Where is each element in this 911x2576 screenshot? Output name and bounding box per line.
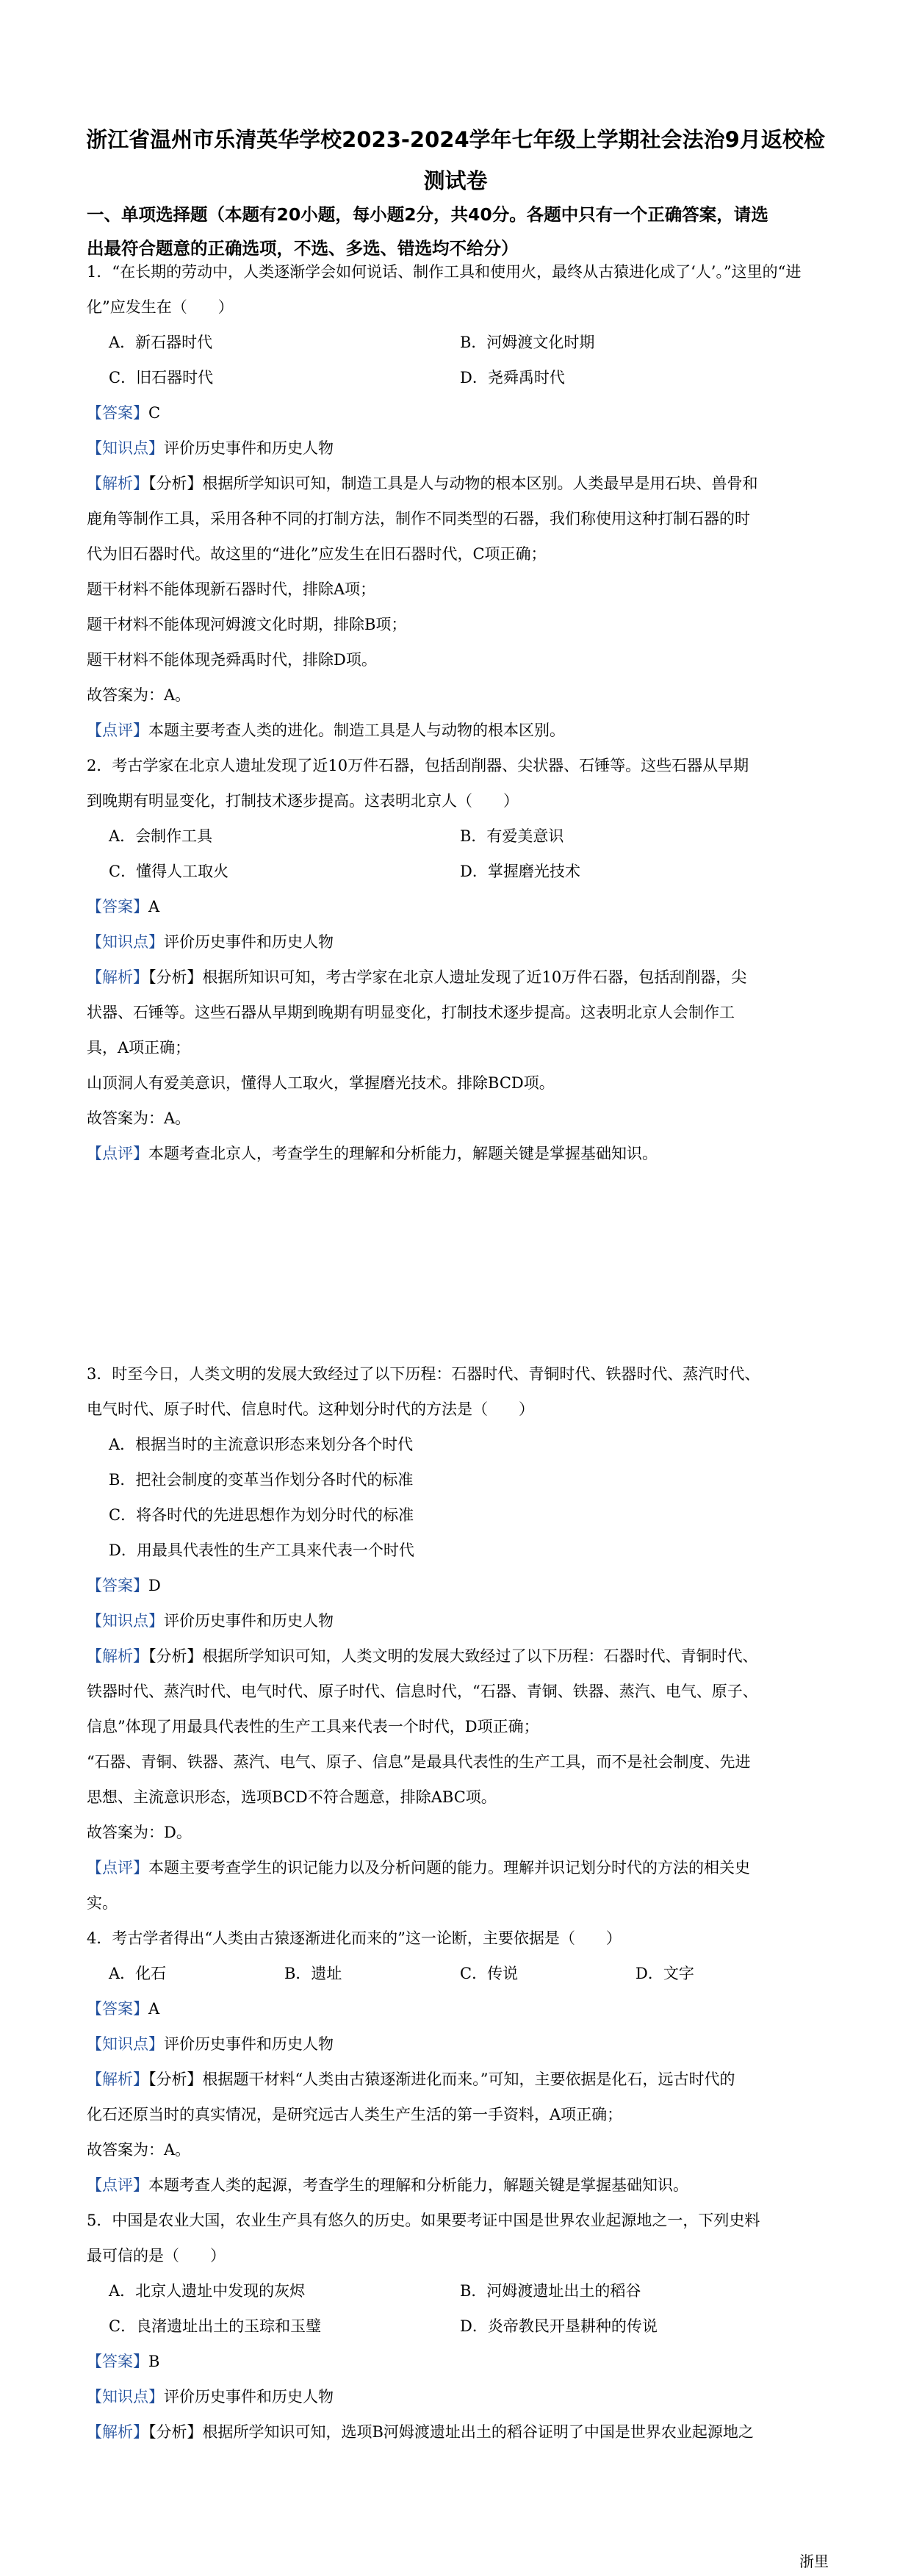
page-footer: 浙里 <box>799 2552 829 2570</box>
q1-stem-line1: 1．“在长期的劳动中，人类逐渐学会如何说话、制作工具和使用火，最终从古猿进化成了‘人’。”这里的“进 <box>87 263 802 281</box>
q3-stem-line2: 电气时代、原子时代、信息时代。这种划分时代的方法是（ ） <box>87 1400 534 1418</box>
q3-analysis-line4: “石器、青铜、铁器、蒸汽、电气、原子、信息”是最具代表性的生产工具，而不是社会制度、先进 <box>87 1753 751 1771</box>
q4-analysis-line1: 【解析】【分析】根据题干材料“人类由古猿逐渐进化而来。”可知，主要依据是化石，远古时代的 <box>87 2070 735 2088</box>
doc-title-line2: 测试卷 <box>423 168 488 193</box>
q1-analysis-line3: 代为旧石器时代。故这里的“进化”应发生在旧石器时代，C项正确； <box>87 545 547 563</box>
q3-option-d: D．用最具代表性的生产工具来代表一个时代 <box>109 1541 414 1559</box>
q1-analysis-line2: 鹿角等制作工具，采用各种不同的打制方法，制作不同类型的石器，我们称使用这种打制石器的时 <box>87 510 750 528</box>
q1-comment: 【点评】本题主要考查人类的进化。制造工具是人与动物的根本区别。 <box>87 722 565 739</box>
q3-analysis-line2: 铁器时代、蒸汽时代、电气时代、原子时代、信息时代，“石器、青铜、铁器、蒸汽、电气、原子、 <box>87 1683 758 1700</box>
q1-analysis-line1: 【解析】【分析】根据所学知识可知，制造工具是人与动物的根本区别。人类最早是用石块、兽骨和 <box>87 475 758 492</box>
q4-analysis-line2: 化石还原当时的真实情况，是研究远古人类生产生活的第一手资料，A项正确； <box>87 2106 623 2123</box>
q3-option-a: A．根据当时的主流意识形态来划分各个时代 <box>109 1436 414 1453</box>
q4-knowledge-point: 【知识点】评价历史事件和历史人物 <box>87 2035 334 2053</box>
q3-option-b: B．把社会制度的变革当作划分各时代的标准 <box>109 1471 414 1489</box>
q4-comment: 【点评】本题考查人类的起源，考查学生的理解和分析能力，解题关键是掌握基础知识。 <box>87 2176 688 2194</box>
q3-option-c: C．将各时代的先进思想作为划分时代的标准 <box>109 1506 414 1524</box>
q3-analysis-line1: 【解析】【分析】根据所学知识可知，人类文明的发展大致经过了以下历程：石器时代、青铜时代、 <box>87 1647 758 1665</box>
q2-option-b: B．有爱美意识 <box>460 827 564 845</box>
q3-analysis-line5: 思想、主流意识形态，选项BCD不符合题意，排除ABC项。 <box>87 1788 497 1806</box>
q2-analysis-line4: 山顶洞人有爱美意识，懂得人工取火，掌握磨光技术。排除BCD项。 <box>87 1074 555 1092</box>
q4-stem-line1: 4．考古学者得出“人类由古猿逐渐进化而来的”这一论断，主要依据是（ ） <box>87 1929 622 1947</box>
q4-option-d: D．文字 <box>635 1965 694 1982</box>
q2-stem-line1: 2．考古学家在北京人遗址发现了近10万件石器，包括刮削器、尖状器、石锤等。这些石器从早期 <box>87 757 749 774</box>
q5-stem-line1: 5．中国是农业大国，农业生产具有悠久的历史。如果要考证中国是世界农业起源地之一，下列史料 <box>87 2212 760 2229</box>
q3-analysis-line6: 故答案为：D。 <box>87 1824 192 1841</box>
q3-analysis-line3: 信息”体现了用最具代表性的生产工具来代表一个时代，D项正确； <box>87 1718 539 1735</box>
q3-answer: 【答案】D <box>87 1577 161 1594</box>
q5-stem-line2: 最可信的是（ ） <box>87 2247 226 2264</box>
q4-answer: 【答案】A <box>87 2000 160 2018</box>
section-heading-line2: 出最符合题意的正确选项，不选、多选、错选均不给分） <box>87 238 519 259</box>
q2-option-c: C．懂得人工取火 <box>109 863 229 880</box>
q1-analysis-line5: 题干材料不能体现河姆渡文化时期，排除B项； <box>87 616 407 633</box>
q2-analysis-line2: 状器、石锤等。这些石器从早期到晚期有明显变化，打制技术逐步提高。这表明北京人会制作工 <box>87 1004 735 1021</box>
q4-option-c: C．传说 <box>460 1965 519 1982</box>
q2-knowledge-point: 【知识点】评价历史事件和历史人物 <box>87 933 334 951</box>
q5-answer: 【答案】B <box>87 2353 160 2370</box>
q1-option-d: D．尧舜禹时代 <box>460 369 565 386</box>
q1-answer: 【答案】C <box>87 404 161 422</box>
q1-analysis-line7: 故答案为：A。 <box>87 686 191 704</box>
q2-stem-line2: 到晚期有明显变化，打制技术逐步提高。这表明北京人（ ） <box>87 792 519 810</box>
q5-option-d: D．炎帝教民开垦耕种的传说 <box>460 2317 658 2335</box>
q3-comment-line2: 实。 <box>87 1894 118 1912</box>
q2-analysis-line3: 具，A项正确； <box>87 1039 191 1057</box>
q1-option-a: A．新石器时代 <box>109 334 213 351</box>
q1-stem-line2: 化”应发生在（ ） <box>87 298 234 316</box>
q3-knowledge-point: 【知识点】评价历史事件和历史人物 <box>87 1612 334 1630</box>
q5-analysis-line1: 【解析】【分析】根据所学知识可知，选项B河姆渡遗址出土的稻谷证明了中国是世界农业起源地之 <box>87 2423 754 2441</box>
q5-option-a: A．北京人遗址中发现的灰烬 <box>109 2282 306 2300</box>
q1-knowledge-point: 【知识点】评价历史事件和历史人物 <box>87 439 334 457</box>
q1-analysis-line4: 题干材料不能体现新石器时代，排除A项； <box>87 580 376 598</box>
q2-analysis-line5: 故答案为：A。 <box>87 1109 191 1127</box>
q2-option-a: A．会制作工具 <box>109 827 213 845</box>
doc-title-line1: 浙江省温州市乐清英华学校2023-2024学年七年级上学期社会法治9月返校检 <box>86 127 825 152</box>
q2-analysis-line1: 【解析】【分析】根据所知识可知，考古学家在北京人遗址发现了近10万件石器，包括刮削器，尖 <box>87 968 747 986</box>
q4-analysis-line3: 故答案为：A。 <box>87 2141 191 2159</box>
q1-analysis-line6: 题干材料不能体现尧舜禹时代，排除D项。 <box>87 651 377 669</box>
q1-option-b: B．河姆渡文化时期 <box>460 334 595 351</box>
q2-option-d: D．掌握磨光技术 <box>460 863 580 880</box>
q1-option-c: C．旧石器时代 <box>109 369 214 386</box>
q5-knowledge-point: 【知识点】评价历史事件和历史人物 <box>87 2388 334 2406</box>
q2-answer: 【答案】A <box>87 898 160 915</box>
q5-option-c: C．良渚遗址出土的玉琮和玉璧 <box>109 2317 322 2335</box>
q2-comment: 【点评】本题考查北京人，考查学生的理解和分析能力，解题关键是掌握基础知识。 <box>87 1145 658 1162</box>
q4-option-a: A．化石 <box>109 1965 167 1982</box>
q5-option-b: B．河姆渡遗址出土的稻谷 <box>460 2282 641 2300</box>
q3-stem-line1: 3．时至今日，人类文明的发展大致经过了以下历程：石器时代、青铜时代、铁器时代、蒸汽时代、 <box>87 1365 760 1383</box>
q3-comment-line1: 【点评】本题主要考查学生的识记能力以及分析问题的能力。理解并识记划分时代的方法的相关史 <box>87 1859 750 1877</box>
q4-option-b: B．遗址 <box>284 1965 342 1982</box>
section-heading-line1: 一、单项选择题（本题有20小题，每小题2分，共40分。各题中只有一个正确答案，请选 <box>87 204 768 225</box>
